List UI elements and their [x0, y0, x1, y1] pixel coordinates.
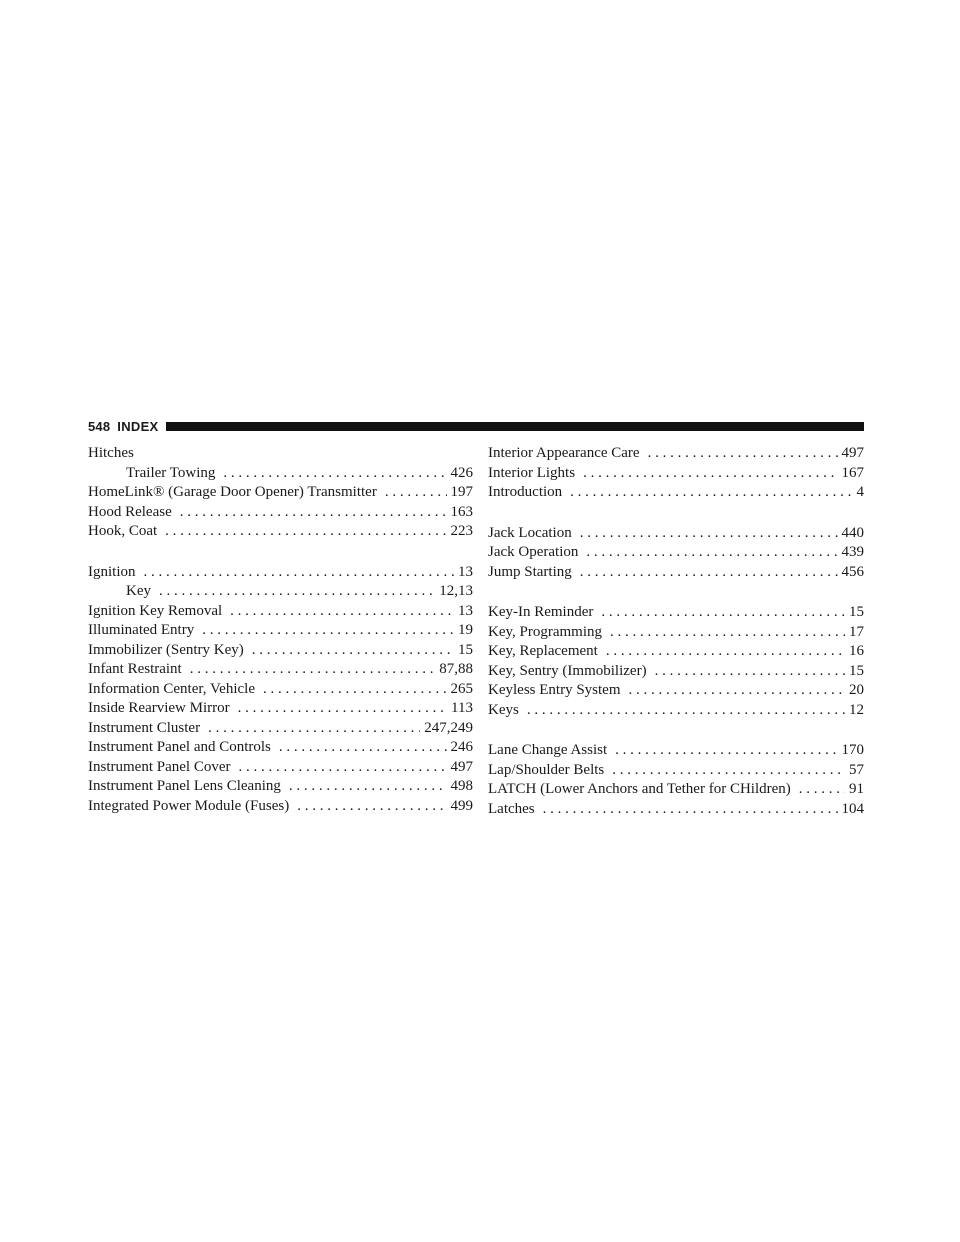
index-entry	[488, 662, 864, 682]
entry-term: LATCH (Lower Anchors and Tether for CHildren)	[488, 781, 791, 797]
entry-term: Instrument Panel Lens Cleaning	[88, 778, 281, 794]
index-entry	[88, 563, 473, 583]
entry-term: HomeLink® (Garage Door Opener) Transmitter	[88, 484, 377, 500]
entry-page: 12,13	[439, 583, 473, 599]
entry-term: Inside Rearview Mirror	[88, 700, 230, 716]
entry-term: Hitches	[88, 445, 134, 461]
entry-page: 223	[450, 523, 473, 539]
entry-page: 15	[849, 662, 864, 679]
leader-dots	[230, 602, 454, 622]
entry-term: Trailer Towing	[126, 464, 216, 481]
entry-term: Key, Sentry (Immobilizer)	[488, 662, 647, 679]
leader-dots	[238, 699, 447, 719]
leader-dots	[159, 582, 435, 602]
leader-dots	[580, 524, 838, 544]
entry-page: 13	[458, 563, 473, 580]
index-entry	[488, 563, 864, 583]
leader-dots	[570, 483, 852, 503]
entry-gap	[488, 503, 864, 524]
leader-dots	[223, 464, 446, 484]
index-entry	[88, 758, 473, 778]
index-entry	[88, 483, 473, 503]
leader-dots	[190, 660, 436, 680]
entry-gap	[488, 720, 864, 741]
entry-page: 113	[451, 700, 473, 716]
entry-term: Interior Appearance Care	[488, 445, 640, 461]
leader-dots	[165, 522, 446, 542]
leader-dots	[655, 662, 845, 682]
index-entry	[488, 483, 864, 503]
entry-page: 167	[841, 464, 864, 481]
page-number: 548	[88, 418, 111, 434]
index-entry	[88, 719, 473, 739]
entry-page: 247,249	[424, 719, 473, 736]
leader-dots	[202, 621, 454, 641]
entry-gap	[88, 542, 473, 563]
index-entry	[88, 797, 473, 817]
entry-page: 163	[450, 503, 473, 520]
entry-page: 170	[841, 742, 864, 758]
entry-term: Lap/Shoulder Belts	[488, 761, 605, 778]
entry-page: 4	[856, 484, 864, 500]
leader-dots	[279, 738, 447, 758]
leader-dots	[144, 563, 455, 583]
entry-term: Hood Release	[88, 503, 172, 520]
entry-term: Key-In Reminder	[488, 604, 594, 620]
entry-page: 197	[450, 484, 473, 500]
entry-page: 91	[849, 781, 864, 797]
entry-term: Instrument Panel and Controls	[88, 739, 271, 755]
entry-term: Ignition	[88, 563, 136, 580]
index-column-left	[88, 444, 473, 816]
section-title: INDEX	[117, 418, 159, 434]
entry-term: Jack Operation	[488, 544, 579, 560]
entry-term: Instrument Cluster	[88, 719, 201, 736]
entry-page: 456	[841, 563, 864, 580]
entry-page: 16	[849, 643, 864, 659]
leader-dots	[208, 719, 420, 739]
entry-term: Interior Lights	[488, 464, 576, 481]
index-entry	[88, 777, 473, 797]
leader-dots	[606, 642, 845, 662]
entry-gap	[488, 582, 864, 603]
entry-term: Information Center, Vehicle	[88, 680, 255, 697]
entry-term: Key	[126, 583, 151, 599]
leader-dots	[297, 797, 446, 817]
entry-page: 497	[841, 445, 864, 461]
leader-dots	[629, 681, 846, 701]
index-entry	[88, 444, 473, 464]
entry-term: Keyless Entry System	[488, 682, 621, 698]
leader-dots	[610, 623, 845, 643]
entry-page: 440	[841, 524, 864, 541]
entry-page: 57	[849, 761, 864, 778]
index-entry	[488, 681, 864, 701]
leader-dots	[252, 641, 454, 661]
index-entry	[488, 623, 864, 643]
entry-term: Jack Location	[488, 524, 572, 541]
entry-page: 104	[841, 800, 864, 817]
leader-dots	[799, 780, 845, 800]
entry-term: Key, Replacement	[488, 643, 598, 659]
entry-term: Keys	[488, 701, 519, 718]
index-entry	[488, 543, 864, 563]
entry-term: Infant Restraint	[88, 661, 182, 677]
index-entry	[88, 738, 473, 758]
index-entry	[488, 780, 864, 800]
index-entry	[488, 741, 864, 761]
index-entry	[88, 660, 473, 680]
leader-dots	[648, 444, 838, 464]
entry-term: Jump Starting	[488, 563, 572, 580]
entry-page: 19	[458, 622, 473, 638]
entry-term: Ignition Key Removal	[88, 602, 223, 619]
index-entry	[488, 464, 864, 484]
entry-term: Lane Change Assist	[488, 742, 608, 758]
leader-dots	[289, 777, 447, 797]
leader-dots	[385, 483, 447, 503]
index-subentry	[88, 464, 473, 484]
entry-page: 426	[450, 464, 473, 481]
entry-term: Introduction	[488, 484, 563, 500]
entry-term: Illuminated Entry	[88, 622, 195, 638]
entry-term: Latches	[488, 800, 535, 817]
index-entry	[88, 602, 473, 622]
leader-dots	[586, 543, 837, 563]
leader-dots	[543, 800, 838, 820]
entry-page: 17	[849, 623, 864, 640]
leader-dots	[612, 761, 845, 781]
leader-dots	[601, 603, 845, 623]
entry-page: 265	[450, 680, 473, 697]
entry-term: Immobilizer (Sentry Key)	[88, 641, 244, 658]
index-entry	[88, 641, 473, 661]
index-column-right	[488, 444, 864, 819]
entry-page: 498	[450, 778, 473, 794]
index-subentry	[88, 582, 473, 602]
index-entry	[488, 800, 864, 820]
entry-term: Key, Programming	[488, 623, 603, 640]
header-rule	[166, 422, 864, 431]
leader-dots	[263, 680, 447, 700]
index-entry	[488, 701, 864, 721]
index-entry	[88, 503, 473, 523]
entry-term: Hook, Coat	[88, 523, 158, 539]
entry-page: 13	[458, 602, 473, 619]
entry-page: 15	[458, 641, 473, 658]
leader-dots	[180, 503, 447, 523]
index-entry	[88, 522, 473, 542]
entry-page: 246	[450, 739, 473, 755]
page-header	[88, 416, 864, 436]
entry-page: 497	[450, 758, 473, 775]
entry-page: 499	[450, 797, 473, 814]
entry-page: 12	[849, 701, 864, 718]
index-entry	[488, 603, 864, 623]
leader-dots	[583, 464, 837, 484]
entry-page: 20	[849, 682, 864, 698]
index-entry	[88, 680, 473, 700]
index-entry	[488, 524, 864, 544]
leader-dots	[527, 701, 845, 721]
leader-dots	[615, 741, 837, 761]
index-entry	[488, 761, 864, 781]
entry-term: Instrument Panel Cover	[88, 758, 231, 775]
entry-page: 87,88	[439, 661, 473, 677]
leader-dots	[238, 758, 446, 778]
entry-page: 439	[841, 544, 864, 560]
leader-dots	[580, 563, 838, 583]
index-entry	[488, 642, 864, 662]
index-entry	[88, 699, 473, 719]
entry-page: 15	[849, 604, 864, 620]
index-entry	[488, 444, 864, 464]
entry-term: Integrated Power Module (Fuses)	[88, 797, 290, 814]
index-entry	[88, 621, 473, 641]
